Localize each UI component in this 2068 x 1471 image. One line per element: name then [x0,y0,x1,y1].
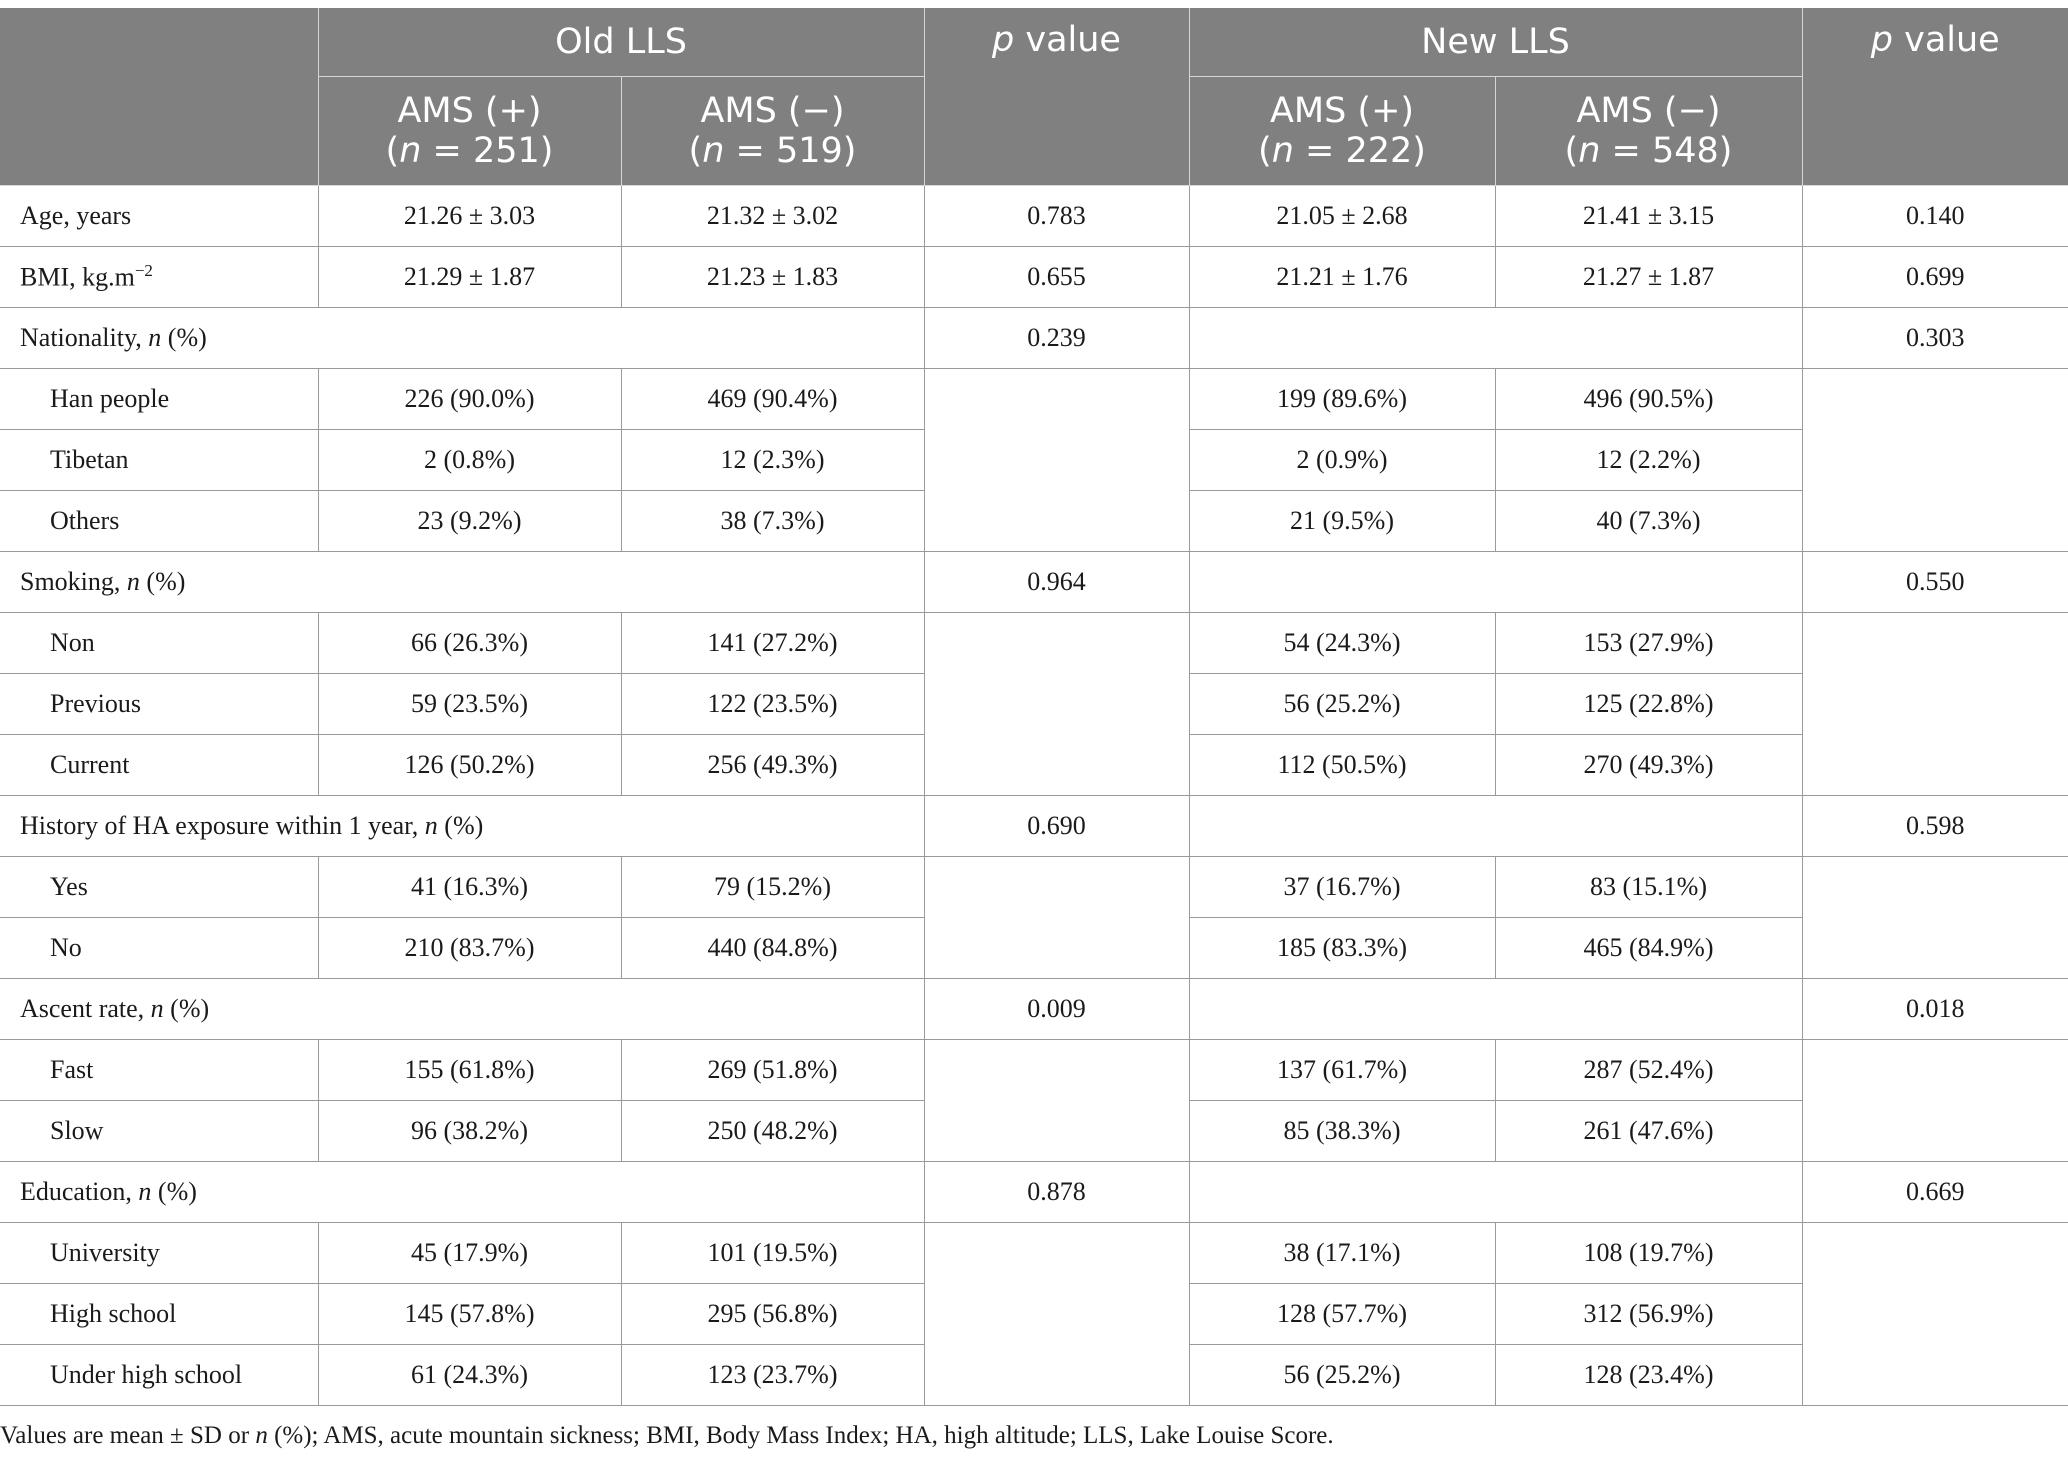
cell-old-ams-negative: 122 (23.5%) [621,674,924,735]
cell-old-ams-negative: 12 (2.3%) [621,430,924,491]
cell-empty [1802,1345,2068,1406]
cell-old-ams-positive: 41 (16.3%) [318,857,621,918]
cell-new-ams-negative: 496 (90.5%) [1495,369,1802,430]
table-footnote [0,1422,1334,1450]
ams-label: AMS (+) [1269,91,1415,131]
n-symbol: n [702,131,725,171]
cell-p-value-new: 0.598 [1802,796,2068,857]
cell-new-ams-positive: 112 (50.5%) [1189,735,1495,796]
cell-old-ams-positive: 45 (17.9%) [318,1223,621,1284]
table-row [0,1101,2068,1162]
row-label: Previous [0,674,318,735]
row-label: Tibetan [0,430,318,491]
cell-empty [1802,735,2068,796]
cell-p-value-new: 0.140 [1802,186,2068,247]
cell-empty [1189,796,1802,857]
cell-old-ams-positive: 210 (83.7%) [318,918,621,979]
header-new-lls: New LLS [1189,8,1802,77]
cell-p-value-new: 0.550 [1802,552,2068,613]
p-symbol: p [1870,20,1893,60]
category-suffix: (%) [163,994,210,1023]
header-old-ams-negative: AMS (−) (n = 519) [621,77,924,186]
table-row [0,1223,2068,1284]
row-label: Fast [0,1040,318,1101]
cell-old-ams-negative: 79 (15.2%) [621,857,924,918]
cell-new-ams-positive: 185 (83.3%) [1189,918,1495,979]
row-label: Others [0,491,318,552]
row-label: Slow [0,1101,318,1162]
cell-empty [924,674,1189,735]
table-row [0,186,2068,247]
category-suffix: (%) [161,323,207,352]
cell-old-ams-negative: 269 (51.8%) [621,1040,924,1101]
cell-new-ams-positive: 21.05 ± 2.68 [1189,186,1495,247]
cell-old-ams-positive: 96 (38.2%) [318,1101,621,1162]
cell-old-ams-negative: 256 (49.3%) [621,735,924,796]
cell-old-ams-positive: 23 (9.2%) [318,491,621,552]
cell-old-ams-negative: 440 (84.8%) [621,918,924,979]
cell-old-ams-positive: 66 (26.3%) [318,613,621,674]
cell-old-ams-positive: 155 (61.8%) [318,1040,621,1101]
row-label: Age, years [0,186,318,247]
ams-label: AMS (−) [1576,91,1721,131]
cell-new-ams-negative: 153 (27.9%) [1495,613,1802,674]
cell-p-value-old: 0.964 [924,552,1189,613]
table-row [0,430,2068,491]
cell-empty [924,857,1189,918]
cell-old-ams-positive: 226 (90.0%) [318,369,621,430]
table-row [0,1284,2068,1345]
table-row-category [0,796,2068,857]
table-header [0,8,2068,186]
cell-old-ams-positive: 21.29 ± 1.87 [318,247,621,308]
cell-p-value-new: 0.699 [1802,247,2068,308]
cell-empty [1802,1284,2068,1345]
cell-empty [1802,369,2068,430]
row-label: Han people [0,369,318,430]
row-label: Yes [0,857,318,918]
category-suffix: (%) [437,811,484,840]
cell-empty [1802,613,2068,674]
cell-old-ams-positive: 126 (50.2%) [318,735,621,796]
cell-empty [924,918,1189,979]
row-label-text: BMI, kg.m [20,262,135,292]
cell-new-ams-negative: 312 (56.9%) [1495,1284,1802,1345]
cell-empty [924,430,1189,491]
cell-new-ams-positive: 21 (9.5%) [1189,491,1495,552]
header-p-value-new [1802,8,2068,186]
cell-new-ams-negative: 270 (49.3%) [1495,735,1802,796]
header-old-ams-positive: AMS (+) (n = 251) [318,77,621,186]
row-label: No [0,918,318,979]
cell-old-ams-negative: 21.32 ± 3.02 [621,186,924,247]
cell-new-ams-negative: 287 (52.4%) [1495,1040,1802,1101]
cell-new-ams-positive: 85 (38.3%) [1189,1101,1495,1162]
table-row [0,613,2068,674]
category-label [0,1162,924,1223]
cell-new-ams-positive: 38 (17.1%) [1189,1223,1495,1284]
cell-p-value-new: 0.669 [1802,1162,2068,1223]
row-label: University [0,1223,318,1284]
row-label: High school [0,1284,318,1345]
cell-new-ams-positive: 2 (0.9%) [1189,430,1495,491]
cell-p-value-new: 0.303 [1802,308,2068,369]
cell-new-ams-positive: 37 (16.7%) [1189,857,1495,918]
cell-empty [924,1040,1189,1101]
cell-new-ams-positive: 56 (25.2%) [1189,1345,1495,1406]
n-symbol: n [255,1422,268,1449]
n-count: = 519 [724,131,843,171]
cell-old-ams-negative: 101 (19.5%) [621,1223,924,1284]
cell-old-ams-negative: 21.23 ± 1.83 [621,247,924,308]
cell-empty [1802,1223,2068,1284]
cell-empty [924,1284,1189,1345]
cell-old-ams-negative: 250 (48.2%) [621,1101,924,1162]
cell-old-ams-positive: 61 (24.3%) [318,1345,621,1406]
cell-old-ams-negative: 469 (90.4%) [621,369,924,430]
cell-old-ams-negative: 141 (27.2%) [621,613,924,674]
category-label-text: History of HA exposure within 1 year, [20,811,425,840]
n-symbol: n [399,131,422,171]
cell-new-ams-negative: 21.41 ± 3.15 [1495,186,1802,247]
row-label: Current [0,735,318,796]
header-old-lls: Old LLS [318,8,924,77]
table-row-category [0,1162,2068,1223]
n-symbol: n [148,323,162,352]
n-symbol: n [126,567,140,596]
category-label-text: Ascent rate, [20,994,151,1023]
unit-superscript: −2 [134,261,153,281]
category-label-text: Education, [20,1177,139,1206]
cell-p-value-old: 0.009 [924,979,1189,1040]
row-label [0,247,318,308]
cell-empty [924,1345,1189,1406]
table-row [0,918,2068,979]
table-row [0,369,2068,430]
cell-old-ams-positive: 59 (23.5%) [318,674,621,735]
p-symbol: p [992,20,1015,60]
cell-new-ams-negative: 83 (15.1%) [1495,857,1802,918]
p-value-label: value [1014,20,1121,60]
cell-new-ams-positive: 137 (61.7%) [1189,1040,1495,1101]
cell-old-ams-negative: 295 (56.8%) [621,1284,924,1345]
cell-empty [1189,1162,1802,1223]
cell-new-ams-positive: 199 (89.6%) [1189,369,1495,430]
cell-empty [1802,857,2068,918]
cell-empty [1189,979,1802,1040]
cell-new-ams-negative: 261 (47.6%) [1495,1101,1802,1162]
baseline-characteristics-table-container [0,8,2068,1406]
category-label [0,308,924,369]
table-row [0,1040,2068,1101]
category-label [0,796,924,857]
table-row [0,491,2068,552]
cell-new-ams-positive: 128 (57.7%) [1189,1284,1495,1345]
cell-empty [924,369,1189,430]
row-label: Non [0,613,318,674]
cell-empty [924,1101,1189,1162]
category-label-text: Smoking, [20,567,127,596]
cell-old-ams-negative: 123 (23.7%) [621,1345,924,1406]
table-row-category [0,552,2068,613]
cell-empty [1802,430,2068,491]
baseline-characteristics-table [0,8,2068,1406]
cell-empty [1189,552,1802,613]
cell-empty [924,491,1189,552]
n-symbol: n [138,1177,152,1206]
cell-new-ams-negative: 128 (23.4%) [1495,1345,1802,1406]
header-new-ams-negative: AMS (−) (n = 548) [1495,77,1802,186]
cell-empty [924,735,1189,796]
cell-p-value-old: 0.690 [924,796,1189,857]
table-body [0,186,2068,1406]
table-row [0,674,2068,735]
category-suffix: (%) [151,1177,197,1206]
header-corner-cell [0,8,318,186]
cell-old-ams-positive: 2 (0.8%) [318,430,621,491]
n-count: = 251 [421,131,540,171]
cell-new-ams-positive: 54 (24.3%) [1189,613,1495,674]
cell-new-ams-negative: 12 (2.2%) [1495,430,1802,491]
table-row-category [0,979,2068,1040]
cell-new-ams-positive: 56 (25.2%) [1189,674,1495,735]
category-label [0,979,924,1040]
n-count: = 222 [1293,131,1413,171]
footnote-text: Values are mean ± SD or [0,1422,256,1449]
footnote-text: (%); AMS, acute mountain sickness; BMI, Body Mass Index; HA, high altitude; LLS, Lake Louise Score. [267,1422,1334,1449]
cell-empty [924,1223,1189,1284]
cell-p-value-old: 0.783 [924,186,1189,247]
table-row [0,1345,2068,1406]
n-symbol: n [424,811,438,840]
cell-empty [924,613,1189,674]
category-label-text: Nationality, [20,323,149,352]
table-row [0,857,2068,918]
cell-empty [1802,674,2068,735]
cell-p-value-old: 0.239 [924,308,1189,369]
header-new-ams-positive: AMS (+) (n = 222) [1189,77,1495,186]
n-count: = 548 [1600,131,1719,171]
category-label [0,552,924,613]
n-symbol: n [1271,131,1294,171]
cell-p-value-old: 0.655 [924,247,1189,308]
cell-new-ams-negative: 125 (22.8%) [1495,674,1802,735]
n-symbol: n [1578,131,1601,171]
cell-empty [1802,1101,2068,1162]
table-row-category [0,308,2068,369]
cell-empty [1802,1040,2068,1101]
table-row [0,735,2068,796]
cell-p-value-old: 0.878 [924,1162,1189,1223]
cell-old-ams-negative: 38 (7.3%) [621,491,924,552]
cell-new-ams-positive: 21.21 ± 1.76 [1189,247,1495,308]
cell-old-ams-positive: 145 (57.8%) [318,1284,621,1345]
header-p-value-old [924,8,1189,186]
p-value-label: value [1892,20,2000,60]
cell-empty [1802,918,2068,979]
cell-p-value-new: 0.018 [1802,979,2068,1040]
cell-old-ams-positive: 21.26 ± 3.03 [318,186,621,247]
cell-new-ams-negative: 40 (7.3%) [1495,491,1802,552]
ams-label: AMS (−) [700,91,845,131]
cell-new-ams-negative: 21.27 ± 1.87 [1495,247,1802,308]
category-suffix: (%) [139,567,186,596]
ams-label: AMS (+) [397,91,542,131]
cell-empty [1802,491,2068,552]
cell-new-ams-negative: 108 (19.7%) [1495,1223,1802,1284]
n-symbol: n [150,994,164,1023]
cell-new-ams-negative: 465 (84.9%) [1495,918,1802,979]
header-row-groups [0,8,2068,77]
row-label: Under high school [0,1345,318,1406]
cell-empty [1189,308,1802,369]
table-row [0,247,2068,308]
